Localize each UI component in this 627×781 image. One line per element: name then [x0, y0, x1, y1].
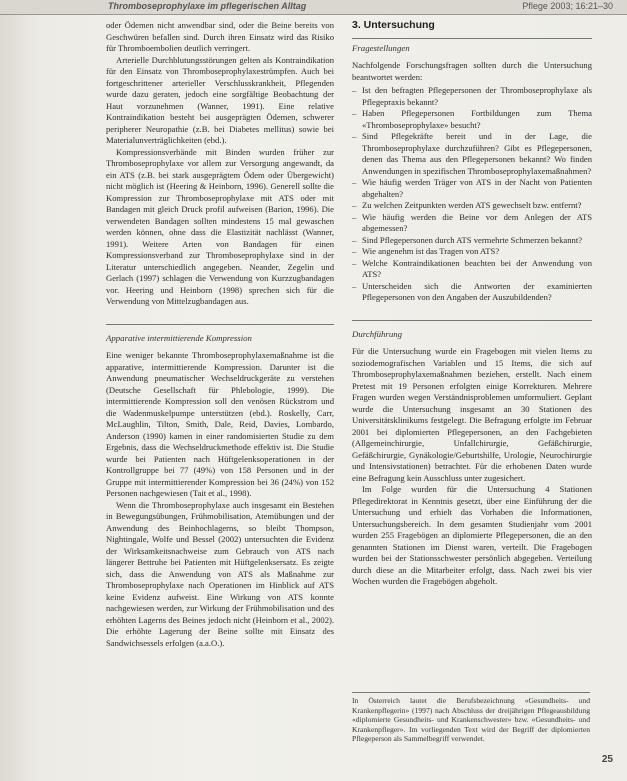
- left-paragraph-2: Arterielle Durchblutungsstörungen gelten als Kontraindikation für den Einsatz von Thromboseprophylaxestrümpfen. Auch bei fortgeschrittener arterieller Verschlusskrankheit, Pflegenden wurde dazu geraten, jedoch eine sorgfältige Beobachtung der Haut vorzunehmen (Wanner, 1991). Eine relative Kontraindikation besteht bei ausgeprägten Ödemen, schwerer peripherer Neuropathie (z.B. bei Diabetes mellitus) sowie bei Materialunverträglichkeiten (ebd.).: [106, 54, 334, 145]
- list-item: – Wie angenehm ist das Tragen von ATS?: [352, 246, 592, 258]
- research-questions-list: [352, 85, 592, 304]
- left-column: [106, 20, 334, 649]
- list-item: – Unterscheiden sich die Antworten der examinierten Pflegepersonen von den Angaben der Auszubildenden?: [352, 281, 592, 304]
- right-paragraph-2: Im Folge wurden für die Untersuchung 4 Stationen Pflegedirektorat in Kenntnis gesetzt, über eine Einführung der die Untersuchung und erhielt das Vorhaben die Informationen, Untersuchungsbereich. In dem gesamten Studienjahr vom 2001 wurden 255 Fragebögen an diplomierte Pflegepersonen, die an den genannten Stationen im Dienst waren, verteilt. Die Fragebogen wurden bei der Stationsschwester persönlich abgegeben. Verteilung durch diese an die Mitarbeiter erfolgt, dass. Nach zwei bis vier Wochen wurden die Fragebögen abgeholt.: [352, 484, 592, 586]
- right-paragraph-1: Für die Untersuchung wurde ein Fragebogen mit vielen Items zu soziodemografischen Variablen und 15 Items, die sich auf Thromboseprophylaxemaßnahmen beziehen, erstellt. Nach einem Pretest mit 19 Personen erfolgten einige Korrekturen. Mehrere Fragen wurden wegen Verständnisproblemen umformuliert. Geplant wurde die Untersuchung insgesamt an 30 Stationen des Universitätsklinikums festgelegt. Die Befragung erfolgte im Februar 2001 bei diplomierten Pflegepersonen, an den Fachgebieten (Allgemeinchirurgie, Unfallchirurgie, Gefäßchirurgie, Gefäßchirurgie, Gynäkologie/Geburtshilfe, Urologie, Neurochirurgie und Intensivstationen) betrachtet. Für die erhobenen Daten wurde eine Befragung kein Ausschluss unter zugesichert.: [352, 346, 592, 483]
- footnote: In Österreich lautet die Berufsbezeichnung «Gesundheits- und Krankenpflegerin» (1997) nach Abschluss der dreijährigen Pflegeausbildung «diplomierte Gesundheits- und Krankenschwester» bzw. «Gesundheits- und Krankenpfleger». Im vorliegenden Text wird der Begriff der diplomierten Pflegeperson als Sammelbegriff verwendet.: [352, 692, 590, 744]
- list-item: – Sind Pflegepersonen durch ATS vermehrte Schmerzen bekannt?: [352, 235, 592, 247]
- subheading-fragestellungen: Fragestellungen: [352, 42, 410, 53]
- left-paragraph-4: Eine weniger bekannte Thromboseprophylaxemaßnahme ist die apparative, intermittierende Kompression. Darunter ist die Anwendung pneumatischer Wechseldruckgeräte zu verstehen (Deutsche Gesellschaft für Phlebologie, 1999). Die intermittierende Kompression soll den venösen Rückstrom und die Wadenmuskelpumpe unterstützen (ebd.). Roskelly, Carr, McLaughlin, Tilton, Smith, Dale, Reid, Davies, Lombardo, Anderson (1990) kamen in einer randomisierten Studie zu dem Ergebnis, dass die Wechseldruckmethode effektiv ist. Die Studie wurde bei Patienten nach Hüftgelenksoperationen in der Kontrollgruppe bei 77 (49%) von 158 Personen und in der Gruppe mit intermittierender Kompression bei 36 (24%) von 152 Personen nachgewiesen (Tait et al., 1998).: [106, 350, 334, 498]
- section-heading-untersuchung: 3. Untersuchung: [352, 19, 435, 31]
- questions-intro: Nachfolgende Forschungsfragen sollten durch die Untersuchung beantwortet werden:: [352, 60, 592, 82]
- left-paragraph-1: oder Ödemen nicht anwendbar sind, oder die Beine bereits von Geschwüren befallen sind. Durch ihren Einsatz wird das Risiko für Thromboembolien deutlich verringert.: [106, 20, 334, 53]
- list-item: – Zu welchen Zeitpunkten werden ATS gewechselt bzw. entfernt?: [352, 200, 592, 212]
- list-item: – Wie häufig werden die Beine vor dem Anlegen der ATS abgemessen?: [352, 212, 592, 235]
- list-item: – Welche Kontraindikationen beachten bei der Anwendung von ATS?: [352, 258, 592, 281]
- list-item: – Sind Pflegekräfte bereit und in der Lage, die Thromboseprophylaxe durchzuführen? Gibt es Pflegepersonen, denen das Thema aus den Pflegepersonen bekannt? Wo finden Anwendungen in spezifischen Thromboseprophylaxemaßnahmen?: [352, 131, 592, 177]
- list-item: – Wie häufig werden Träger von ATS in der Nacht von Patienten abgehalten?: [352, 177, 592, 200]
- section-divider: [106, 324, 334, 325]
- list-item: – Haben Pflegepersonen Fortbildungen zum Thema «Thromboseprophylaxe» besucht?: [352, 108, 592, 131]
- left-paragraph-5: Wenn die Thromboseprophylaxe auch insgesamt ein Bestehen in Bewegungsübungen, Frühmobilisation, Atemübungen und der Anwendung des Beinhochlagerns, so bleibt Thompson, Nightingale, Wolfe und Bessel (2002) untersuchten die Evidenz der Wirksamkeitsnachweise zum Gebrauch von ATS nach längerer Bettruhe bei Patienten mit Hüftgelenksersatz. Es zeigte sich, dass die Anwendung von ATS als Maßnahme zur Thromboseprophylaxe nach Operationen im Hinblick auf ATS keine Evidenz aufweist. Eine Wirkung von ATS konnte nachgewiesen werden, zur Wirkung der Frühmobilisation und des erhöhten Lagerns des Beines jedoch nicht (Heinborn et al., 2002). Die erhöhte Lagerung der Beine sollte mit Einsatz des Sandwichsessels erfolgen (a.a.O.).: [106, 499, 334, 648]
- list-item: – Ist den befragten Pflegepersonen der Thromboseprophylaxe als Pflegepraxis bekannt?: [352, 85, 592, 108]
- subheading-apparative-kompression: Apparative intermittierende Kompression: [106, 332, 252, 343]
- section-divider: [352, 38, 592, 39]
- page-number: 25: [601, 754, 613, 765]
- running-header: [0, 0, 627, 15]
- subheading-durchfuehrung: Durchführung: [352, 328, 403, 339]
- running-header-citation: Pflege 2003; 16:21–30: [522, 1, 613, 11]
- right-column: [352, 20, 592, 588]
- left-paragraph-3: Kompressionsverbände mit Binden wurden früher zur Thromboseprophylaxe vor allem zur Versorgung angewandt, da ein ATS (z.B. bei stark ausgeprägtem Ödem oder Übergewicht) nicht möglich ist (Heering & Heinborn, 1996). Generell sollte die Kompression zur Thromboseprophylaxe mit ATS oder mit Bandagen mit gleich Druck profil aufweisen (Barion, 1996). Die verwendeten Bandagen sollten mindestens 15 mal gewaschen werden können, ohne dass die Elastizität nachlässt (Wanner, 1991). Weitere Arten von Bandagen für einen Kompressionsverband zur Thromboseprophylaxe sind in der Literatur unterschiedlich angegeben. Neander, Zegelin und Gerlach (1997) schlagen die Verwendung von Kurzzugbandagen vor. Heering und Heinborn (1998) sprechen sich für die Verwendung von Mittelzugbandagen aus.: [106, 146, 334, 306]
- section-divider: [352, 320, 592, 321]
- running-header-title: Thromboseprophylaxe im pflegerischen Alltag: [108, 1, 307, 11]
